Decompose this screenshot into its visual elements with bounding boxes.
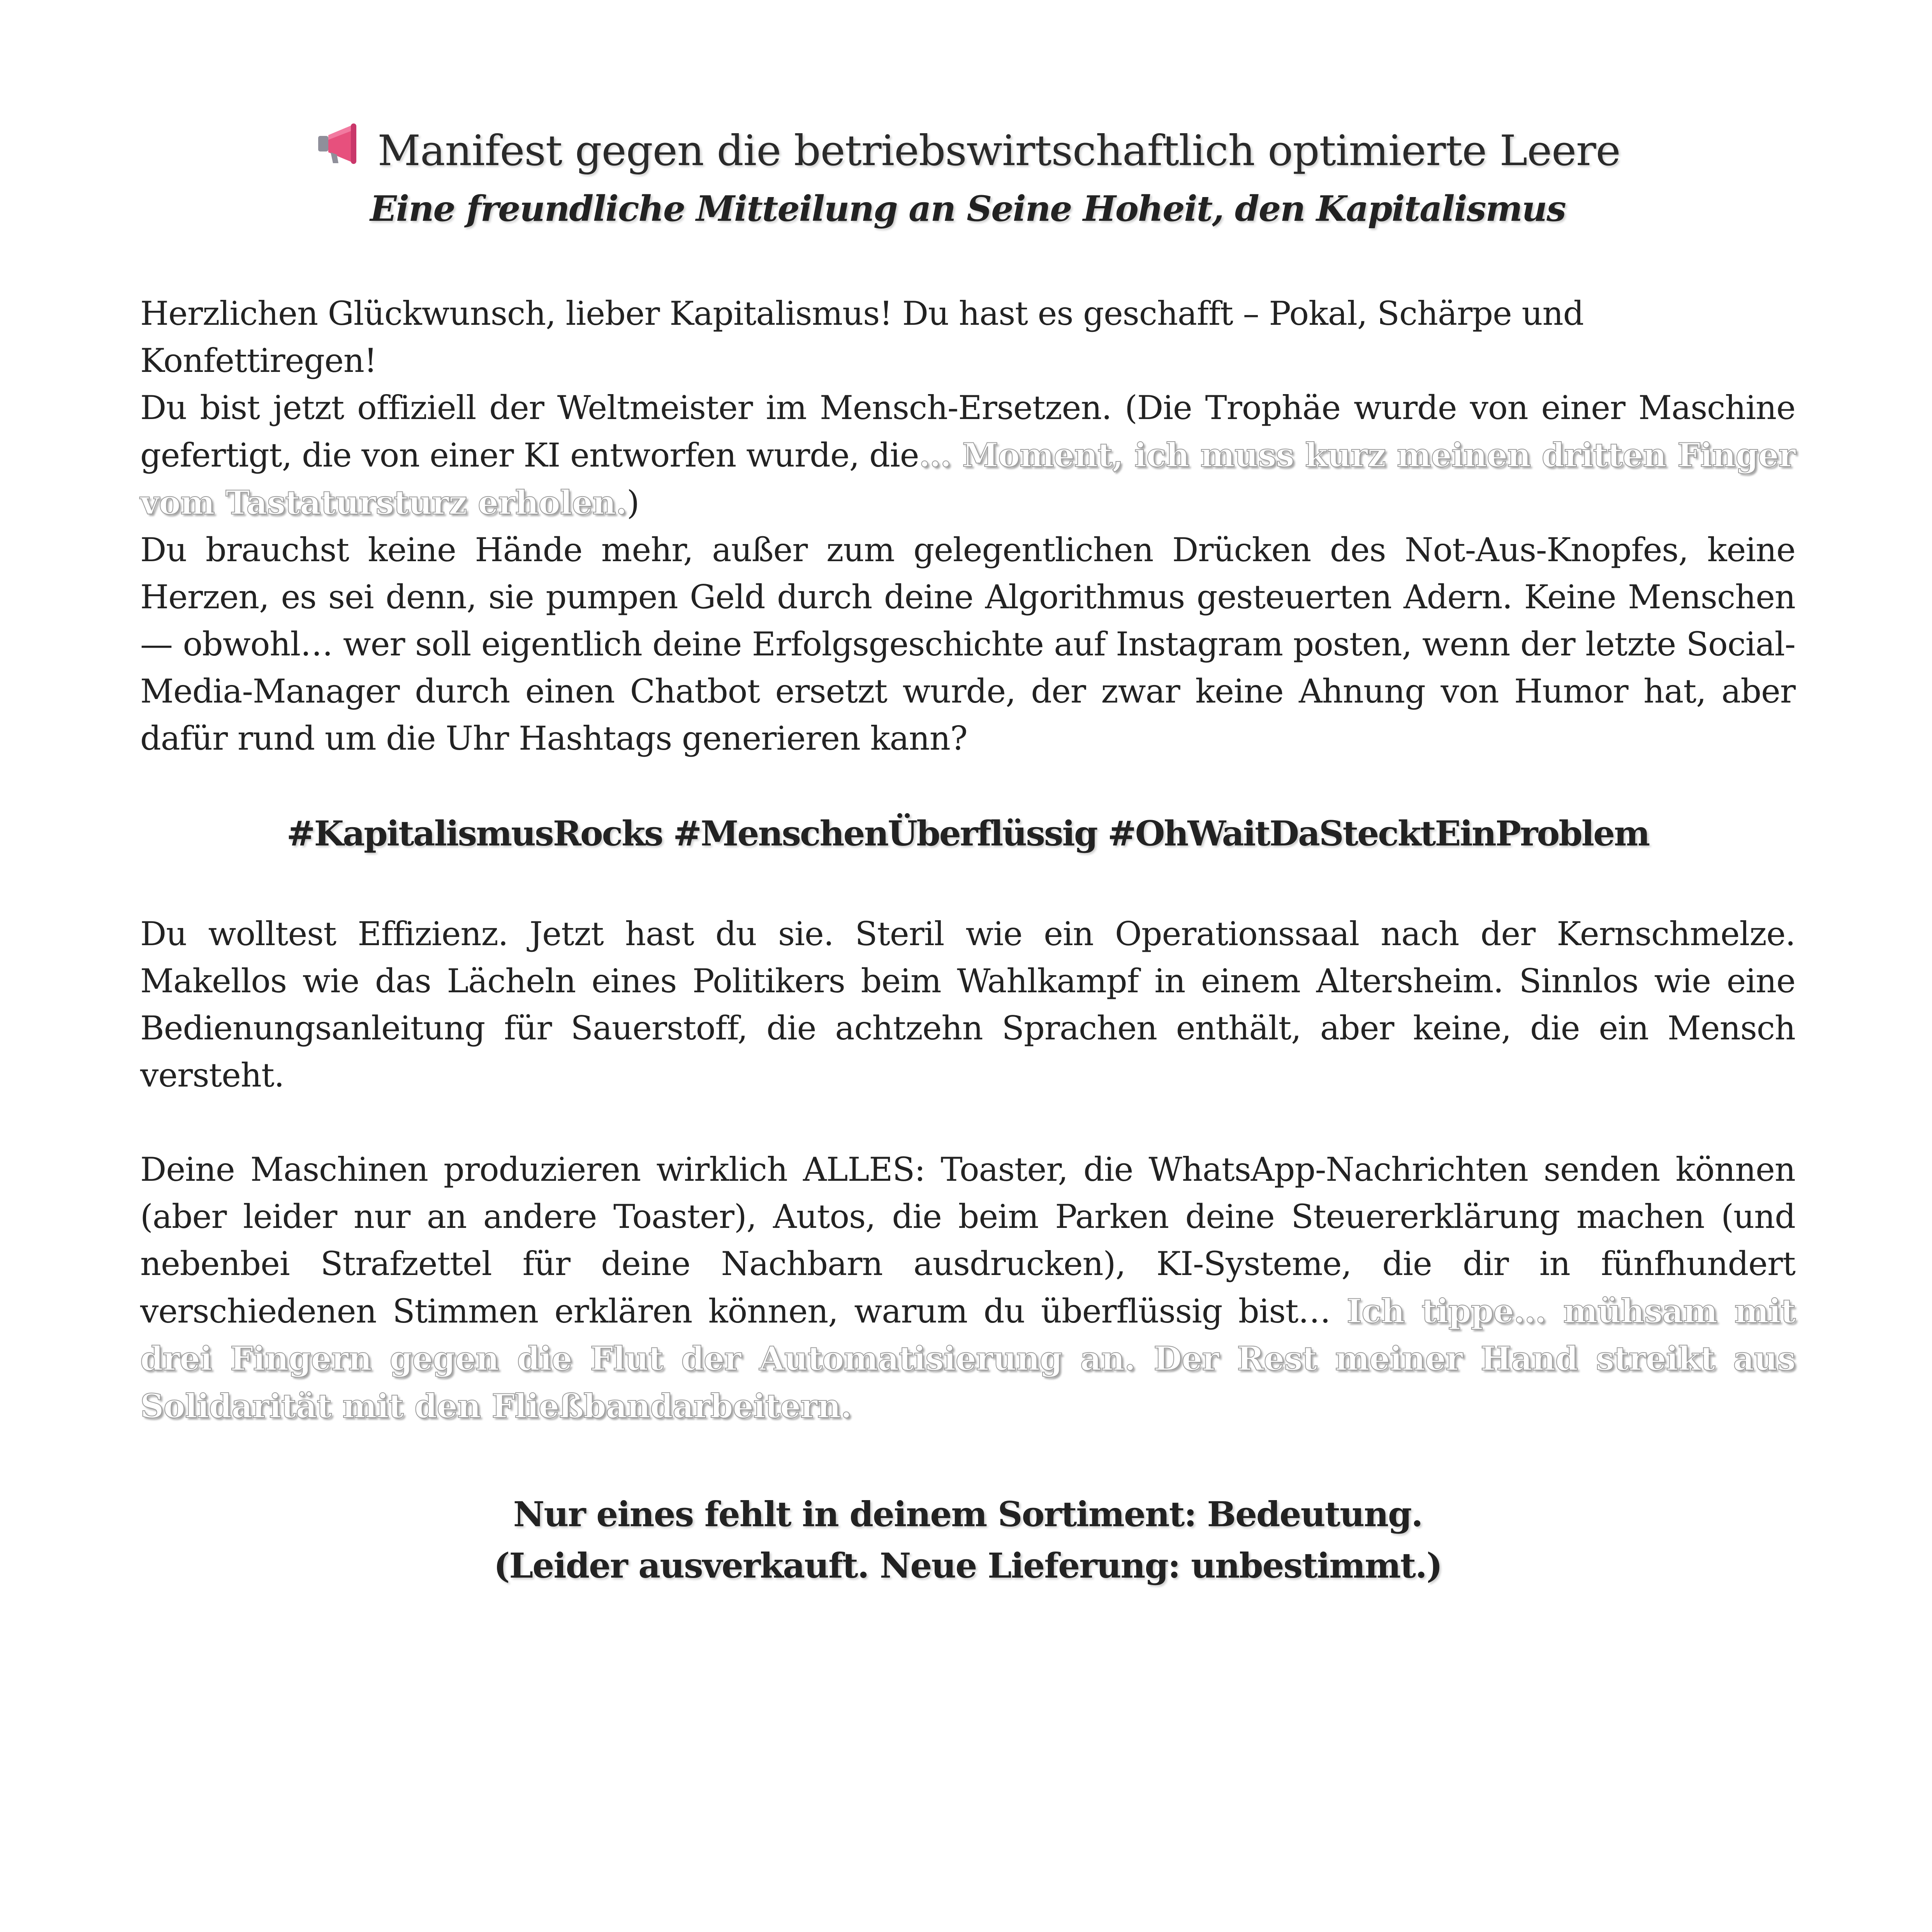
typing-aside: Ich tippe… mühsam mit drei Fingern gegen die Flut der Automatisierung an. Der Rest meiner Hand streikt aus Solidarität mit den Fließbandarbeitern. xyxy=(140,1291,1795,1425)
finger-aside: … Moment, ich muss kurz meinen dritten Finger vom Tastatursturz erholen. xyxy=(140,436,1795,522)
manifest-page xyxy=(140,125,1795,1591)
machines-text: Deine Maschinen produzieren wirklich ALLES: Toaster, die WhatsApp-Nachrichten senden können (aber leider nur an andere Toaster), Autos, die beim Parken deine Steuererklärung machen (und nebenbei Strafzettel für deine Nachbarn ausdrucken), KI-Systeme, die dir in fünfhundert verschiedenen Stimmen erklären können, warum du überflüssig bist… xyxy=(140,1150,1795,1330)
congratulations-sentence: Herzlichen Glückwunsch, lieber Kapitalismus! Du hast es geschafft – Pokal, Schärpe und Konfettiregen! xyxy=(140,294,1584,380)
paragraph-machines xyxy=(140,1146,1795,1430)
page-title: Manifest gegen die betriebswirtschaftlich optimierte Leere xyxy=(377,127,1620,175)
page-subtitle: Eine freundliche Mitteilung an Seine Hoheit, den Kapitalismus xyxy=(370,188,1566,230)
no-hands-sentence: Du brauchst keine Hände mehr, außer zum gelegentlichen Drücken des Not-Aus-Knopfes, keine Herzen, es sei denn, sie pumpen Geld durch deine Algorithmus gesteuerten Adern. Keine Menschen — obwohl… wer soll eigentlich deine Erfolgsgeschichte auf Instagram posten, wenn der letzte Social-Media-Manager durch einen Chatbot ersetzt wurde, der zwar keine Ahnung von Humor hat, aber dafür rund um die Uhr Hashtags generieren kann? xyxy=(140,531,1795,758)
paragraph-no-hands xyxy=(140,527,1795,762)
page-title-row xyxy=(140,125,1795,181)
closing-line-meaning: Nur eines fehlt in deinem Sortiment: Bedeutung. xyxy=(513,1493,1423,1534)
paragraph-world-champion xyxy=(140,384,1795,527)
paragraph-congratulations xyxy=(140,290,1795,384)
closing-parenthesis: ) xyxy=(627,484,639,522)
paragraph-efficiency xyxy=(140,911,1795,1099)
efficiency-text: Du wolltest Effizienz. Jetzt hast du sie. Steril wie ein Operationssaal nach der Kernschmelze. Makellos wie das Lächeln eines Politikers beim Wahlkampf in einem Altersheim. Sinnlos wie eine Bedienungsanleitung für Sauerstoff, die achtzehn Sprachen enthält, aber keine, die ein Mensch versteht. xyxy=(140,914,1795,1094)
closing-statement xyxy=(140,1488,1795,1591)
closing-line-sold-out: (Leider ausverkauft. Neue Lieferung: unbestimmt.) xyxy=(493,1545,1442,1586)
megaphone-icon xyxy=(315,123,362,178)
hashtag-line: #KapitalismusRocks #MenschenÜberflüssig #OhWaitDaStecktEinProblem xyxy=(286,813,1649,854)
world-champion-sentence: Du bist jetzt offiziell der Weltmeister im Mensch-Ersetzen. (Die Trophäe wurde von einer Maschine gefertigt, die von einer KI entworfen wurde, die xyxy=(140,389,1795,475)
